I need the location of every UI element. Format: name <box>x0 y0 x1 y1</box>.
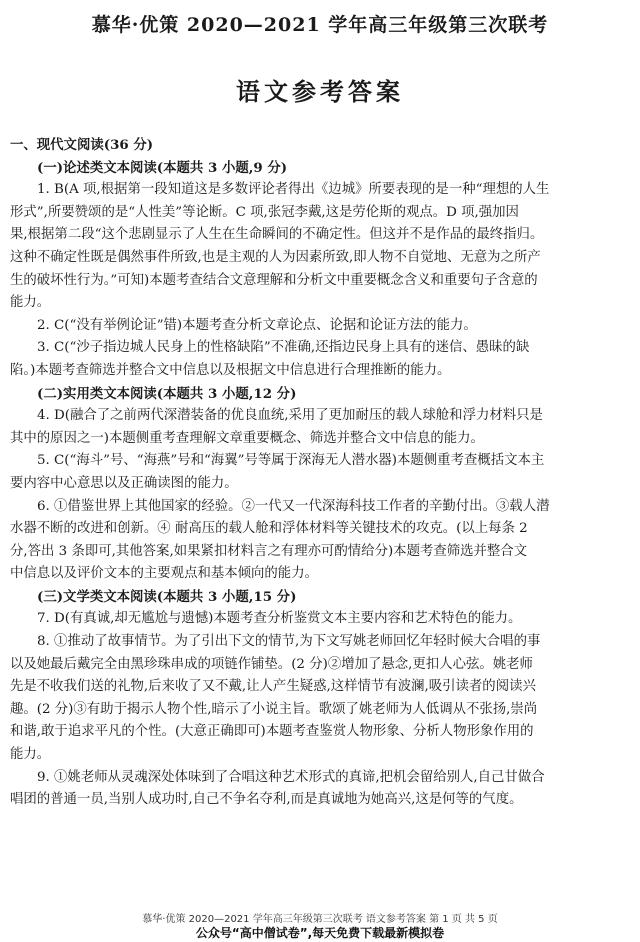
document-title: 语文参考答案 <box>236 77 404 106</box>
text-line: 6. ①借鉴世界上其他国家的经验。②一代又一代深海科技工作者的辛勤付出。③载人潜 <box>37 498 550 514</box>
text-line: 其中的原因之一)本题侧重考查理解文章重要概念、筛选并整合文中信息的能力。 <box>10 430 484 446</box>
text-line: 9. ①姚老师从灵魂深处体味到了合唱这种艺术形式的真谛,把机会留给别人,自己甘做合 <box>37 769 545 785</box>
text-line: 要内容中心意思以及正确读图的能力。 <box>10 475 238 491</box>
text-line: 水器不断的改进和创新。④ 耐高压的载人舱和浮体材料等关键技术的攻克。(以上每条 2 <box>10 521 528 537</box>
text-line: 这种不确定性既是偶然事件所致,也是主观的人为因素所致,即人物不自觉地、无意为之所产 <box>10 249 541 265</box>
text-line: 陷。)本题考查筛选并整合文中信息以及根据文中信息进行合理推断的能力。 <box>10 362 451 378</box>
text-line: 8. ①推动了故事情节。为了引出下文的情节,为下文写姚老师回忆年轻时候大合唱的事 <box>37 634 541 650</box>
text-line: 以及她最后戴完全由黑珍珠串成的项链作铺垫。(2 分)②增加了悬念,更扣人心弦。姚老师 <box>10 656 533 672</box>
section-heading: (三)文学类文本阅读(本题共 3 小题,15 分) <box>37 588 297 605</box>
text-line: 4. D(融合了之前两代深潜装备的优良血统,采用了更加耐压的载人球舱和浮力材料只是 <box>37 408 543 424</box>
text-line: 形式”,所要赞颂的是“人性美”等论断。C 项,张冠李戴,这是劳伦斯的观点。D 项,强加因 <box>10 204 519 220</box>
text-line: 5. C(“海斗”号、“海燕”号和“海翼”号等属于深海无人潜水器)本题侧重考查概括文本主 <box>37 453 545 469</box>
text-line: 果,根据第二段“这个悲剧显示了人生在生命瞬间的不确定性。但这并不是作品的最终指归。 <box>10 227 544 243</box>
text-line: 7. D(有真诚,却无尴尬与遗憾)本题考查分析鉴赏文本主要内容和艺术特色的能力。 <box>37 611 522 627</box>
text-line: 生的破坏性行为。”可知)本题考查结合文意理解和分析文中重要概念含义和重要句子含意的 <box>10 272 538 288</box>
answer-body <box>10 134 630 812</box>
text-line: 先是不收我们送的礼物,后来收了又不戴,让人产生疑惑,这样情节有波澜,吸引读者的阅读兴 <box>10 679 536 695</box>
page-footer <box>0 913 640 942</box>
section-heading: (二)实用类文本阅读(本题共 3 小题,12 分) <box>37 385 297 402</box>
exam-title: 慕华·优策 2020—2021 学年高三年级第三次联考 <box>91 14 549 36</box>
text-line: 趣。(2 分)③有助于揭示人物个性,暗示了小说主旨。歌颂了姚老师为人低调从不张扬,崇尚 <box>10 701 538 717</box>
text-line: 和谐,敢于追求平凡的个性。(大意正确即可)本题考查鉴赏人物形象、分析人物形象作用的 <box>10 724 534 740</box>
text-line: 能力。 <box>10 295 51 311</box>
text-line: 分,答出 3 条即可,其他答案,如果紧扣材料言之有理亦可酌情给分)本题考查筛选并整合文 <box>10 543 528 559</box>
text-line: 能力。 <box>10 747 51 763</box>
text-line: 3. C(“沙子指边城人民身上的性格缺陷”不准确,还指边民身上具有的迷信、愚昧的缺 <box>37 340 530 356</box>
text-line: 唱团的普通一员,当别人成功时,自己不争名夺利,而是真诚地为她高兴,这是何等的气度。 <box>10 792 523 808</box>
text-line: 中信息以及评价文本的主要观点和基本倾向的能力。 <box>10 566 318 582</box>
text-line: 1. B(A 项,根据第一段知道这是多数评论者得出《边城》所要表现的是一种“理想的人生 <box>37 182 550 198</box>
section-heading: 一、现代文阅读(36 分) <box>10 137 154 153</box>
section-heading: (一)论述类文本阅读(本题共 3 小题,9 分) <box>37 159 288 176</box>
footer-watermark: 公众号“高中僧试卷”,每天免费下载最新模拟卷 <box>195 926 445 940</box>
text-line: 2. C(“没有举例论证”错)本题考查分析文章论点、论据和论证方法的能力。 <box>37 317 477 333</box>
footer-page-info: 慕华·优策 2020—2021 学年高三年级第三次联考 语文参考答案 第 1 页 共 5 页 <box>142 914 498 925</box>
